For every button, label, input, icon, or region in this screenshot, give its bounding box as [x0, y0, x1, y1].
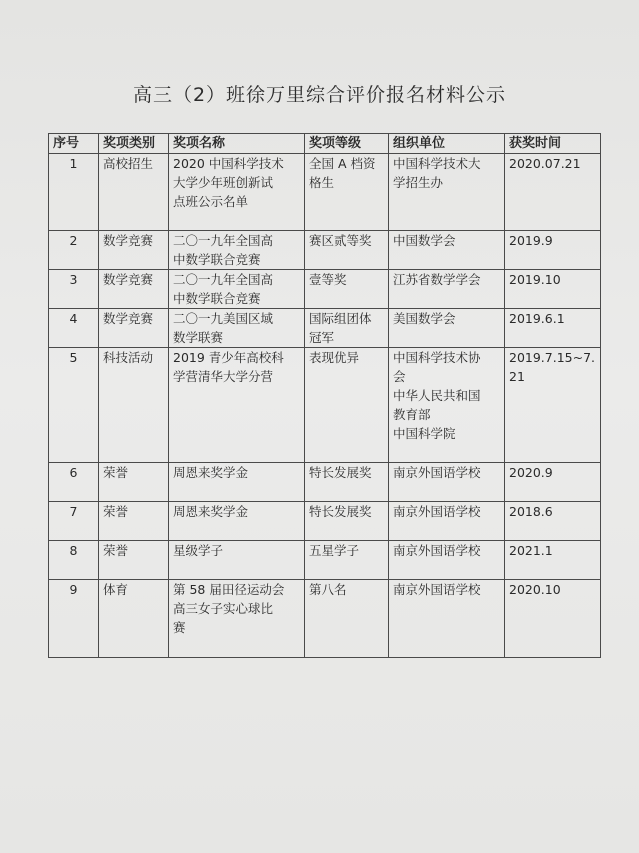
org-cell-line: 中国数学会: [393, 233, 456, 248]
org-cell: [389, 463, 505, 502]
seq-cell: 2: [49, 231, 99, 270]
level-cell: [305, 348, 389, 463]
table-row: [49, 580, 601, 658]
level-cell: [305, 502, 389, 541]
org-cell: [389, 309, 505, 348]
level-cell-line: 壹等奖: [309, 272, 347, 287]
level-cell: [305, 309, 389, 348]
name-cell-line: 大学少年班创新试: [173, 175, 274, 190]
org-cell-line: 南京外国语学校: [393, 465, 481, 480]
seq-cell: 7: [49, 502, 99, 541]
org-cell: [389, 348, 505, 463]
seq-cell: 1: [49, 154, 99, 231]
name-cell: [169, 154, 305, 231]
name-cell-line: 二〇一九美国区域: [173, 311, 274, 326]
date-cell: 2019.9: [505, 231, 601, 270]
org-cell-line: 江苏省数学学会: [393, 272, 481, 287]
name-cell-line: 2020 中国科学技术: [173, 156, 284, 171]
category-cell: 数学竞赛: [99, 270, 169, 309]
name-cell: [169, 270, 305, 309]
category-cell: 科技活动: [99, 348, 169, 463]
category-cell: 荣誉: [99, 463, 169, 502]
name-cell-line: 星级学子: [173, 543, 224, 558]
category-cell: 荣誉: [99, 541, 169, 580]
org-cell-line: 教育部: [393, 407, 431, 422]
table-row: [49, 463, 601, 502]
table-header-row: [49, 134, 601, 154]
date-cell: 2020.9: [505, 463, 601, 502]
name-cell: [169, 502, 305, 541]
level-cell: [305, 580, 389, 658]
table-row: [49, 270, 601, 309]
date-cell: 2019.6.1: [505, 309, 601, 348]
name-cell-line: 2019 青少年高校科: [173, 350, 284, 365]
level-cell-line: 特长发展奖: [309, 504, 372, 519]
org-cell-line: 南京外国语学校: [393, 543, 481, 558]
category-cell: 体育: [99, 580, 169, 658]
header-category: 奖项类别: [99, 134, 169, 154]
header-level: 奖项等级: [305, 134, 389, 154]
name-cell-line: 中数学联合竞赛: [173, 291, 261, 306]
category-cell: 高校招生: [99, 154, 169, 231]
level-cell-line: 赛区贰等奖: [309, 233, 372, 248]
org-cell-line: 学招生办: [393, 175, 444, 190]
name-cell: [169, 580, 305, 658]
table-body: [49, 154, 601, 658]
date-cell: 2019.7.15~7.21: [505, 348, 601, 463]
name-cell-line: 赛: [173, 620, 186, 635]
table-row: [49, 541, 601, 580]
org-cell-line: 会: [393, 369, 406, 384]
name-cell: [169, 348, 305, 463]
name-cell-line: 点班公示名单: [173, 194, 249, 209]
org-cell: [389, 231, 505, 270]
org-cell-line: 中国科学院: [393, 426, 456, 441]
name-cell: [169, 463, 305, 502]
date-cell: 2020.10: [505, 580, 601, 658]
level-cell: [305, 231, 389, 270]
name-cell: [169, 309, 305, 348]
name-cell-line: 高三女子实心球比: [173, 601, 274, 616]
org-cell-line: 中国科学技术大: [393, 156, 481, 171]
name-cell-line: 二〇一九年全国高: [173, 233, 274, 248]
header-seq: 序号: [49, 134, 99, 154]
level-cell-line: 全国 A 档资: [309, 156, 376, 171]
org-cell-line: 中国科学技术协: [393, 350, 481, 365]
org-cell-line: 中华人民共和国: [393, 388, 481, 403]
seq-cell: 8: [49, 541, 99, 580]
date-cell: 2020.07.21: [505, 154, 601, 231]
org-cell-line: 南京外国语学校: [393, 582, 481, 597]
date-cell: 2018.6: [505, 502, 601, 541]
org-cell-line: 南京外国语学校: [393, 504, 481, 519]
level-cell: [305, 541, 389, 580]
award-table: [48, 133, 601, 658]
header-org: 组织单位: [389, 134, 505, 154]
org-cell: [389, 270, 505, 309]
category-cell: 数学竞赛: [99, 231, 169, 270]
level-cell: [305, 270, 389, 309]
level-cell-line: 表现优异: [309, 350, 360, 365]
level-cell-line: 冠军: [309, 330, 335, 345]
org-cell-line: 美国数学会: [393, 311, 456, 326]
page-title: 高三（2）班徐万里综合评价报名材料公示: [132, 84, 507, 106]
level-cell-line: 格生: [309, 175, 335, 190]
seq-cell: 9: [49, 580, 99, 658]
level-cell: [305, 154, 389, 231]
org-cell: [389, 541, 505, 580]
name-cell: [169, 541, 305, 580]
name-cell-line: 周恩来奖学金: [173, 504, 249, 519]
table-row: [49, 502, 601, 541]
table-row: [49, 348, 601, 463]
level-cell: [305, 463, 389, 502]
date-cell: 2021.1: [505, 541, 601, 580]
seq-cell: 3: [49, 270, 99, 309]
seq-cell: 6: [49, 463, 99, 502]
name-cell-line: 学营清华大学分营: [173, 369, 274, 384]
seq-cell: 4: [49, 309, 99, 348]
date-cell: 2019.10: [505, 270, 601, 309]
name-cell-line: 二〇一九年全国高: [173, 272, 274, 287]
name-cell-line: 数学联赛: [173, 330, 224, 345]
level-cell-line: 特长发展奖: [309, 465, 372, 480]
seq-cell: 5: [49, 348, 99, 463]
category-cell: 荣誉: [99, 502, 169, 541]
level-cell-line: 第八名: [309, 582, 347, 597]
level-cell-line: 五星学子: [309, 543, 360, 558]
org-cell: [389, 154, 505, 231]
header-name: 奖项名称: [169, 134, 305, 154]
name-cell-line: 中数学联合竞赛: [173, 252, 261, 267]
level-cell-line: 国际组团体: [309, 311, 372, 326]
category-cell: 数学竞赛: [99, 309, 169, 348]
name-cell: [169, 231, 305, 270]
table-row: [49, 309, 601, 348]
org-cell: [389, 580, 505, 658]
name-cell-line: 周恩来奖学金: [173, 465, 249, 480]
table-row: [49, 231, 601, 270]
name-cell-line: 第 58 届田径运动会: [173, 582, 285, 597]
org-cell: [389, 502, 505, 541]
table-row: [49, 154, 601, 231]
header-date: 获奖时间: [505, 134, 601, 154]
